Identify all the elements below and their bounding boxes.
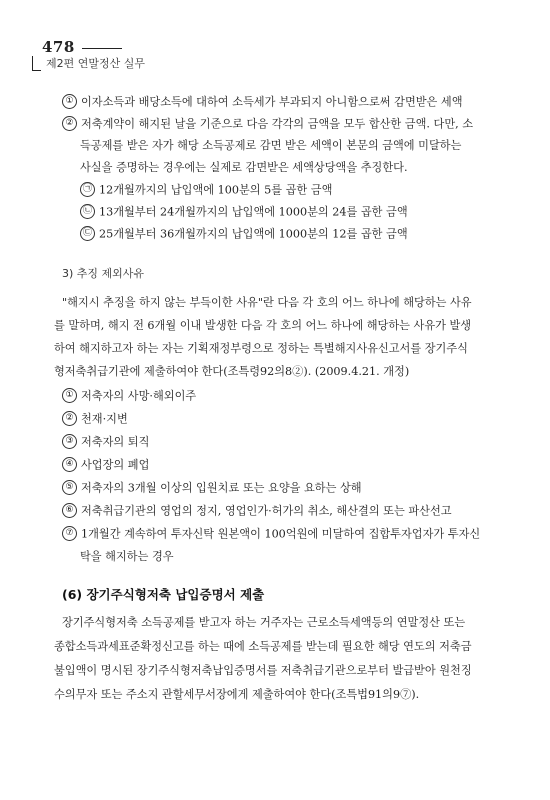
list-item xyxy=(62,481,362,496)
header-rule xyxy=(82,48,122,49)
list-item-text: 사업장의 폐업 xyxy=(81,458,150,472)
list-item xyxy=(62,389,196,404)
paragraph-line: 형저축취급기관에 제출하여야 한다(조특령92의8②). (2009.4.21. 개정) xyxy=(54,365,410,378)
section-heading: (6) 장기주식형저축 납입증명서 제출 xyxy=(62,587,265,602)
sub-list-item xyxy=(80,205,408,220)
paragraph-line: 하여 해지하고자 하는 자는 기획재정부령으로 정하는 특별해지사유신고서를 장기주식 xyxy=(54,342,468,355)
list-item xyxy=(62,504,452,519)
list-item xyxy=(62,412,128,427)
list-item-text: 저축자의 퇴직 xyxy=(81,435,150,449)
circle-number-icon: ② xyxy=(62,411,77,426)
paragraph-line: 불입액이 명시된 장기주식형저축납입증명서를 저축취급기관으로부터 발급받아 원천징 xyxy=(54,664,472,677)
list-item-text: 천재·지변 xyxy=(81,412,128,426)
sub-list-item-text: 25개월부터 36개월까지의 납입액에 1000분의 12를 곱한 금액 xyxy=(99,227,408,241)
circle-number-icon: ⑥ xyxy=(62,503,77,518)
circle-letter-icon: ㉡ xyxy=(80,204,95,219)
circle-number-icon: ② xyxy=(62,116,77,131)
list-item-text: 저축취급기관의 영업의 정지, 영업인가·허가의 취소, 해산결의 또는 파산선고 xyxy=(81,504,452,518)
paragraph-line: 종합소득과세표준확정신고를 하는 때에 소득공제를 받는데 필요한 해당 연도의 저축금 xyxy=(54,640,472,653)
list-item-continuation: 득공제를 받은 자가 해당 소득공제로 감면 받은 세액이 본문의 금액에 미달하는 xyxy=(80,139,462,152)
circle-letter-icon: ㉢ xyxy=(80,226,95,241)
circle-number-icon: ⑦ xyxy=(62,526,77,541)
list-item xyxy=(62,117,473,132)
chapter-title: 제2편 연말정산 실무 xyxy=(46,57,145,70)
paragraph-line: 를 말하며, 해지 전 6개월 이내 발생한 다음 각 호의 어느 하나에 해당하는 사유가 발생 xyxy=(54,319,472,332)
circle-letter-icon: ㉠ xyxy=(80,182,95,197)
list-item xyxy=(62,458,149,473)
sub-list-item-text: 13개월부터 24개월까지의 납입액에 1000분의 24를 곱한 금액 xyxy=(99,205,408,219)
sub-list-item-text: 12개월까지의 납입액에 100분의 5를 곱한 금액 xyxy=(99,183,333,197)
list-item xyxy=(62,95,463,110)
sub-list-item xyxy=(80,183,332,198)
section-title: 3) 추징 제외사유 xyxy=(62,267,145,280)
list-item-continuation: 사실을 증명하는 경우에는 실제로 감면받은 세액상당액을 추징한다. xyxy=(80,161,408,174)
circle-number-icon: ① xyxy=(62,388,77,403)
paragraph-line: "해지시 추징을 하지 않는 부득이한 사유"란 다음 각 호의 어느 하나에 해당하는 사유 xyxy=(62,296,472,309)
header-bracket xyxy=(32,56,41,71)
circle-number-icon: ① xyxy=(62,94,77,109)
paragraph-line: 수의무자 또는 주소지 관할세무서장에게 제출하여야 한다(조특법91의9⑦). xyxy=(54,688,420,701)
list-item-text: 이자소득과 배당소득에 대하여 소득세가 부과되지 아니함으로써 감면받은 세액 xyxy=(81,95,463,109)
list-item-text: 1개월간 계속하여 투자신탁 원본액이 100억원에 미달하여 집합투자업자가 투자신 xyxy=(81,527,481,541)
page-number: 478 xyxy=(42,38,75,56)
circle-number-icon: ④ xyxy=(62,457,77,472)
paragraph-line: 장기주식형저축 소득공제를 받고자 하는 거주자는 근로소득세액등의 연말정산 또는 xyxy=(62,616,466,629)
list-item-text: 저축자의 3개월 이상의 입원치료 또는 요양을 요하는 상해 xyxy=(81,481,362,495)
list-item xyxy=(62,435,149,450)
circle-number-icon: ⑤ xyxy=(62,480,77,495)
list-item-continuation: 탁을 해지하는 경우 xyxy=(80,550,174,563)
page-header xyxy=(32,28,272,78)
circle-number-icon: ③ xyxy=(62,434,77,449)
list-item xyxy=(62,527,480,542)
list-item-text: 저축계약이 해지된 날을 기준으로 다음 각각의 금액을 모두 합산한 금액. 다만, 소 xyxy=(81,117,474,131)
sub-list-item xyxy=(80,227,408,242)
list-item-text: 저축자의 사망·해외이주 xyxy=(81,389,197,403)
